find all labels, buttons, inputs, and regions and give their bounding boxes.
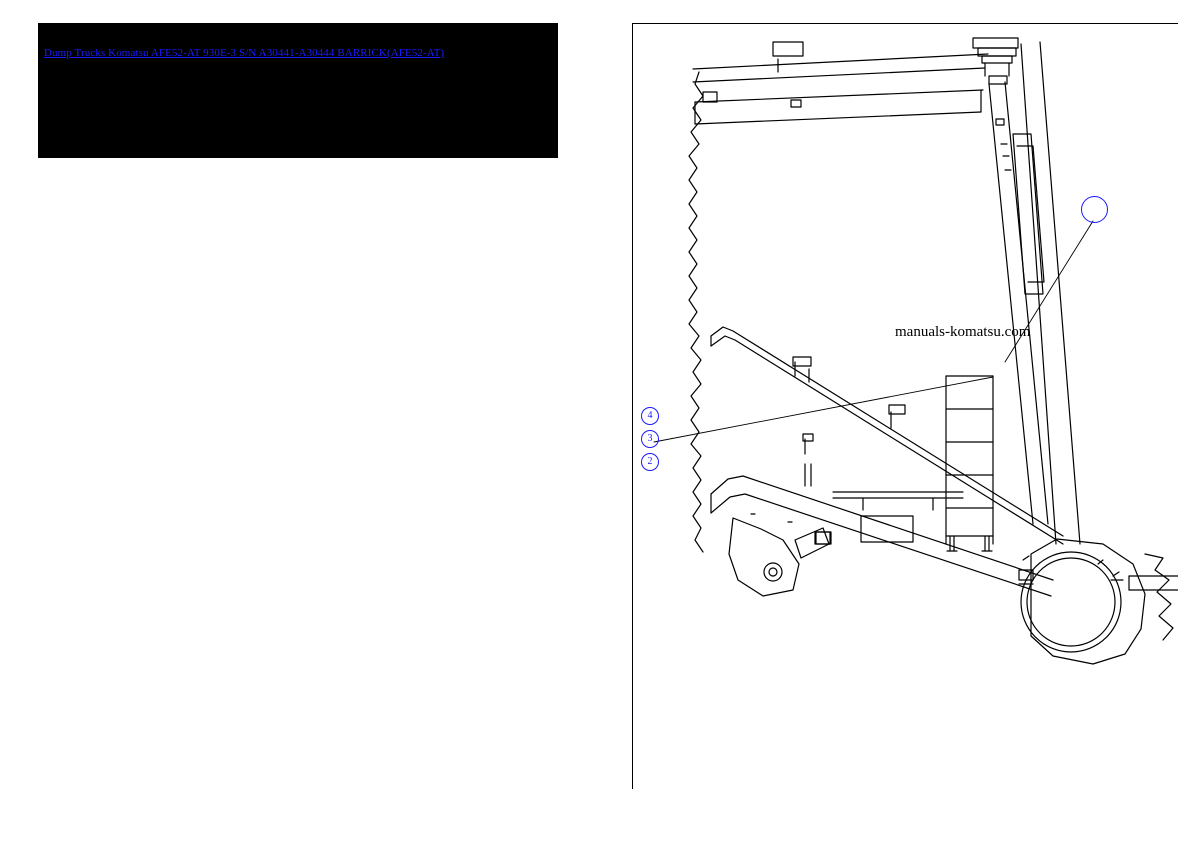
document-title-link[interactable]: Dump Trucks Komatsu AFE52-AT 930E-3 S/N A30441-A30444 BARRICK(AFE52-AT) (44, 47, 445, 59)
callout-3[interactable]: 3 (641, 430, 659, 448)
title-block (38, 23, 558, 158)
parts-technical-drawing (633, 24, 1178, 789)
callout-4[interactable]: 4 (641, 407, 659, 425)
callout-2[interactable]: 2 (641, 453, 659, 471)
callout-blank[interactable] (1081, 196, 1108, 223)
watermark-text: manuals-komatsu.com (895, 324, 1031, 340)
parts-diagram-panel (632, 23, 1178, 789)
